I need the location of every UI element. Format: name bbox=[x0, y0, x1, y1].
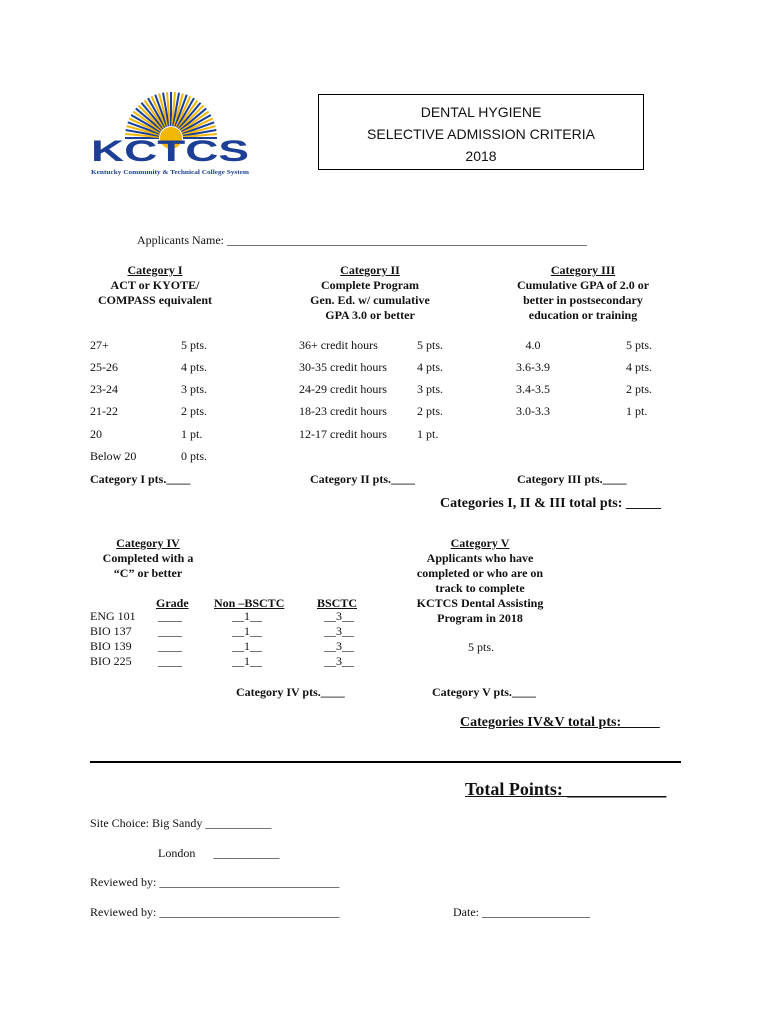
category4-total-field[interactable]: Category IV pts.____ bbox=[236, 685, 345, 699]
reviewed-by-field-2[interactable]: Reviewed by: ______________________________ bbox=[90, 905, 340, 919]
category4-heading: Category IV bbox=[116, 536, 180, 550]
category5-header bbox=[405, 536, 555, 626]
non-bsctc-column-header: Non –BSCTC bbox=[214, 596, 285, 610]
category3-description: Cumulative GPA of 2.0 or better in postsecondary education or training bbox=[516, 278, 650, 322]
course-4-grade[interactable]: ____ bbox=[158, 654, 182, 668]
category1-description: ACT or KYOTE/ COMPASS equivalent bbox=[97, 278, 213, 307]
cat3-row-2-range: 3.6-3.9 bbox=[516, 360, 550, 374]
category1-header bbox=[80, 263, 230, 308]
cat2-row-3-pts: 3 pts. bbox=[417, 382, 444, 396]
course-1-grade[interactable]: ____ bbox=[158, 609, 182, 623]
cat1-row-1-range: 27+ bbox=[90, 338, 109, 352]
course-3-non-bsctc: __1__ bbox=[232, 639, 262, 653]
course-4-name: BIO 225 bbox=[90, 654, 132, 668]
course-1-name: ENG 101 bbox=[90, 609, 136, 623]
cat3-row-1-range: 4.0 bbox=[525, 338, 541, 352]
logo-subtext: Kentucky Community & Technical College System bbox=[91, 169, 250, 176]
course-3-bsctc: __3__ bbox=[324, 639, 354, 653]
course-4-bsctc: __3__ bbox=[324, 654, 354, 668]
title-line-2: SELECTIVE ADMISSION CRITERIA bbox=[367, 126, 595, 142]
categories-123-total-field[interactable]: Categories I, II & III total pts: _____ bbox=[440, 496, 661, 511]
kctcs-logo bbox=[88, 90, 254, 180]
cat1-row-3-range: 23-24 bbox=[90, 382, 118, 396]
site-choice-big-sandy-field[interactable]: Site Choice: Big Sandy ___________ bbox=[90, 816, 272, 830]
category4-header bbox=[90, 536, 206, 581]
total-points-field[interactable]: Total Points: ___________ bbox=[465, 779, 667, 799]
title-box bbox=[318, 94, 644, 170]
cat2-row-5-pts: 1 pt. bbox=[417, 427, 439, 441]
cat1-row-4-pts: 2 pts. bbox=[181, 404, 208, 418]
cat1-row-2-pts: 4 pts. bbox=[181, 360, 208, 374]
cat1-row-2-range: 25-26 bbox=[90, 360, 118, 374]
cat3-row-1-pts: 5 pts. bbox=[626, 338, 653, 352]
category2-header bbox=[290, 263, 450, 323]
course-3-name: BIO 139 bbox=[90, 639, 132, 653]
course-2-bsctc: __3__ bbox=[324, 624, 354, 638]
category3-heading: Category III bbox=[550, 263, 616, 277]
course-1-bsctc: __3__ bbox=[324, 609, 354, 623]
cat3-row-4-pts: 1 pt. bbox=[626, 404, 648, 418]
category5-total-field[interactable]: Category V pts.____ bbox=[432, 685, 536, 699]
cat2-row-4-pts: 2 pts. bbox=[417, 404, 444, 418]
course-2-grade[interactable]: ____ bbox=[158, 624, 182, 638]
grade-column-header: Grade bbox=[156, 596, 189, 610]
cat1-row-4-range: 21-22 bbox=[90, 404, 118, 418]
categories-45-total-field[interactable]: Categories IV&V total pts: _____ bbox=[460, 715, 660, 730]
cat2-row-4-range: 18-23 credit hours bbox=[299, 404, 387, 418]
cat3-row-2-pts: 4 pts. bbox=[626, 360, 653, 374]
cat1-row-3-pts: 3 pts. bbox=[181, 382, 208, 396]
logo-wordmark: KCTCS bbox=[91, 135, 249, 168]
category5-heading: Category V bbox=[450, 536, 510, 550]
category3-total-field[interactable]: Category III pts.____ bbox=[517, 472, 627, 486]
category1-heading: Category I bbox=[127, 263, 183, 277]
cat2-row-5-range: 12-17 credit hours bbox=[299, 427, 387, 441]
cat1-row-5-pts: 1 pt. bbox=[181, 427, 203, 441]
cat1-row-1-pts: 5 pts. bbox=[181, 338, 208, 352]
bsctc-column-header: BSCTC bbox=[317, 596, 358, 610]
category5-pts: 5 pts. bbox=[468, 640, 495, 654]
applicant-name-field[interactable]: Applicants Name: ____________________________________________________________ bbox=[137, 233, 587, 247]
course-3-grade[interactable]: ____ bbox=[158, 639, 182, 653]
category4-description: Completed with a “C” or better bbox=[102, 551, 194, 580]
course-4-non-bsctc: __1__ bbox=[232, 654, 262, 668]
category1-total-field[interactable]: Category I pts.____ bbox=[90, 472, 191, 486]
category2-description: Complete Program Gen. Ed. w/ cumulative GPA 3.0 or better bbox=[310, 278, 430, 322]
cat3-row-3-pts: 2 pts. bbox=[626, 382, 653, 396]
cat2-row-2-pts: 4 pts. bbox=[417, 360, 444, 374]
date-field[interactable]: Date: __________________ bbox=[453, 905, 590, 919]
cat3-row-4-range: 3.0-3.3 bbox=[516, 404, 550, 418]
cat1-row-6-pts: 0 pts. bbox=[181, 449, 208, 463]
category2-heading: Category II bbox=[340, 263, 400, 277]
course-2-name: BIO 137 bbox=[90, 624, 132, 638]
course-2-non-bsctc: __1__ bbox=[232, 624, 262, 638]
cat2-row-1-range: 36+ credit hours bbox=[299, 338, 378, 352]
cat2-row-2-range: 30-35 credit hours bbox=[299, 360, 387, 374]
course-1-non-bsctc: __1__ bbox=[232, 609, 262, 623]
cat2-row-3-range: 24-29 credit hours bbox=[299, 382, 387, 396]
title-line-1: DENTAL HYGIENE bbox=[420, 104, 542, 120]
category5-description: Applicants who have completed or who are on track to complete KCTCS Dental Assisting Program in 2018 bbox=[416, 551, 544, 625]
title-line-3: 2018 bbox=[465, 148, 497, 164]
site-choice-london-field[interactable]: London ___________ bbox=[158, 846, 280, 860]
divider-line bbox=[90, 761, 681, 763]
cat1-row-6-range: Below 20 bbox=[90, 449, 137, 463]
cat2-row-1-pts: 5 pts. bbox=[417, 338, 444, 352]
cat1-row-5-range: 20 bbox=[90, 427, 102, 441]
reviewed-by-field-1[interactable]: Reviewed by: ______________________________ bbox=[90, 875, 340, 889]
cat3-row-3-range: 3.4-3.5 bbox=[516, 382, 550, 396]
category2-total-field[interactable]: Category II pts.____ bbox=[310, 472, 415, 486]
category3-header bbox=[500, 263, 666, 323]
